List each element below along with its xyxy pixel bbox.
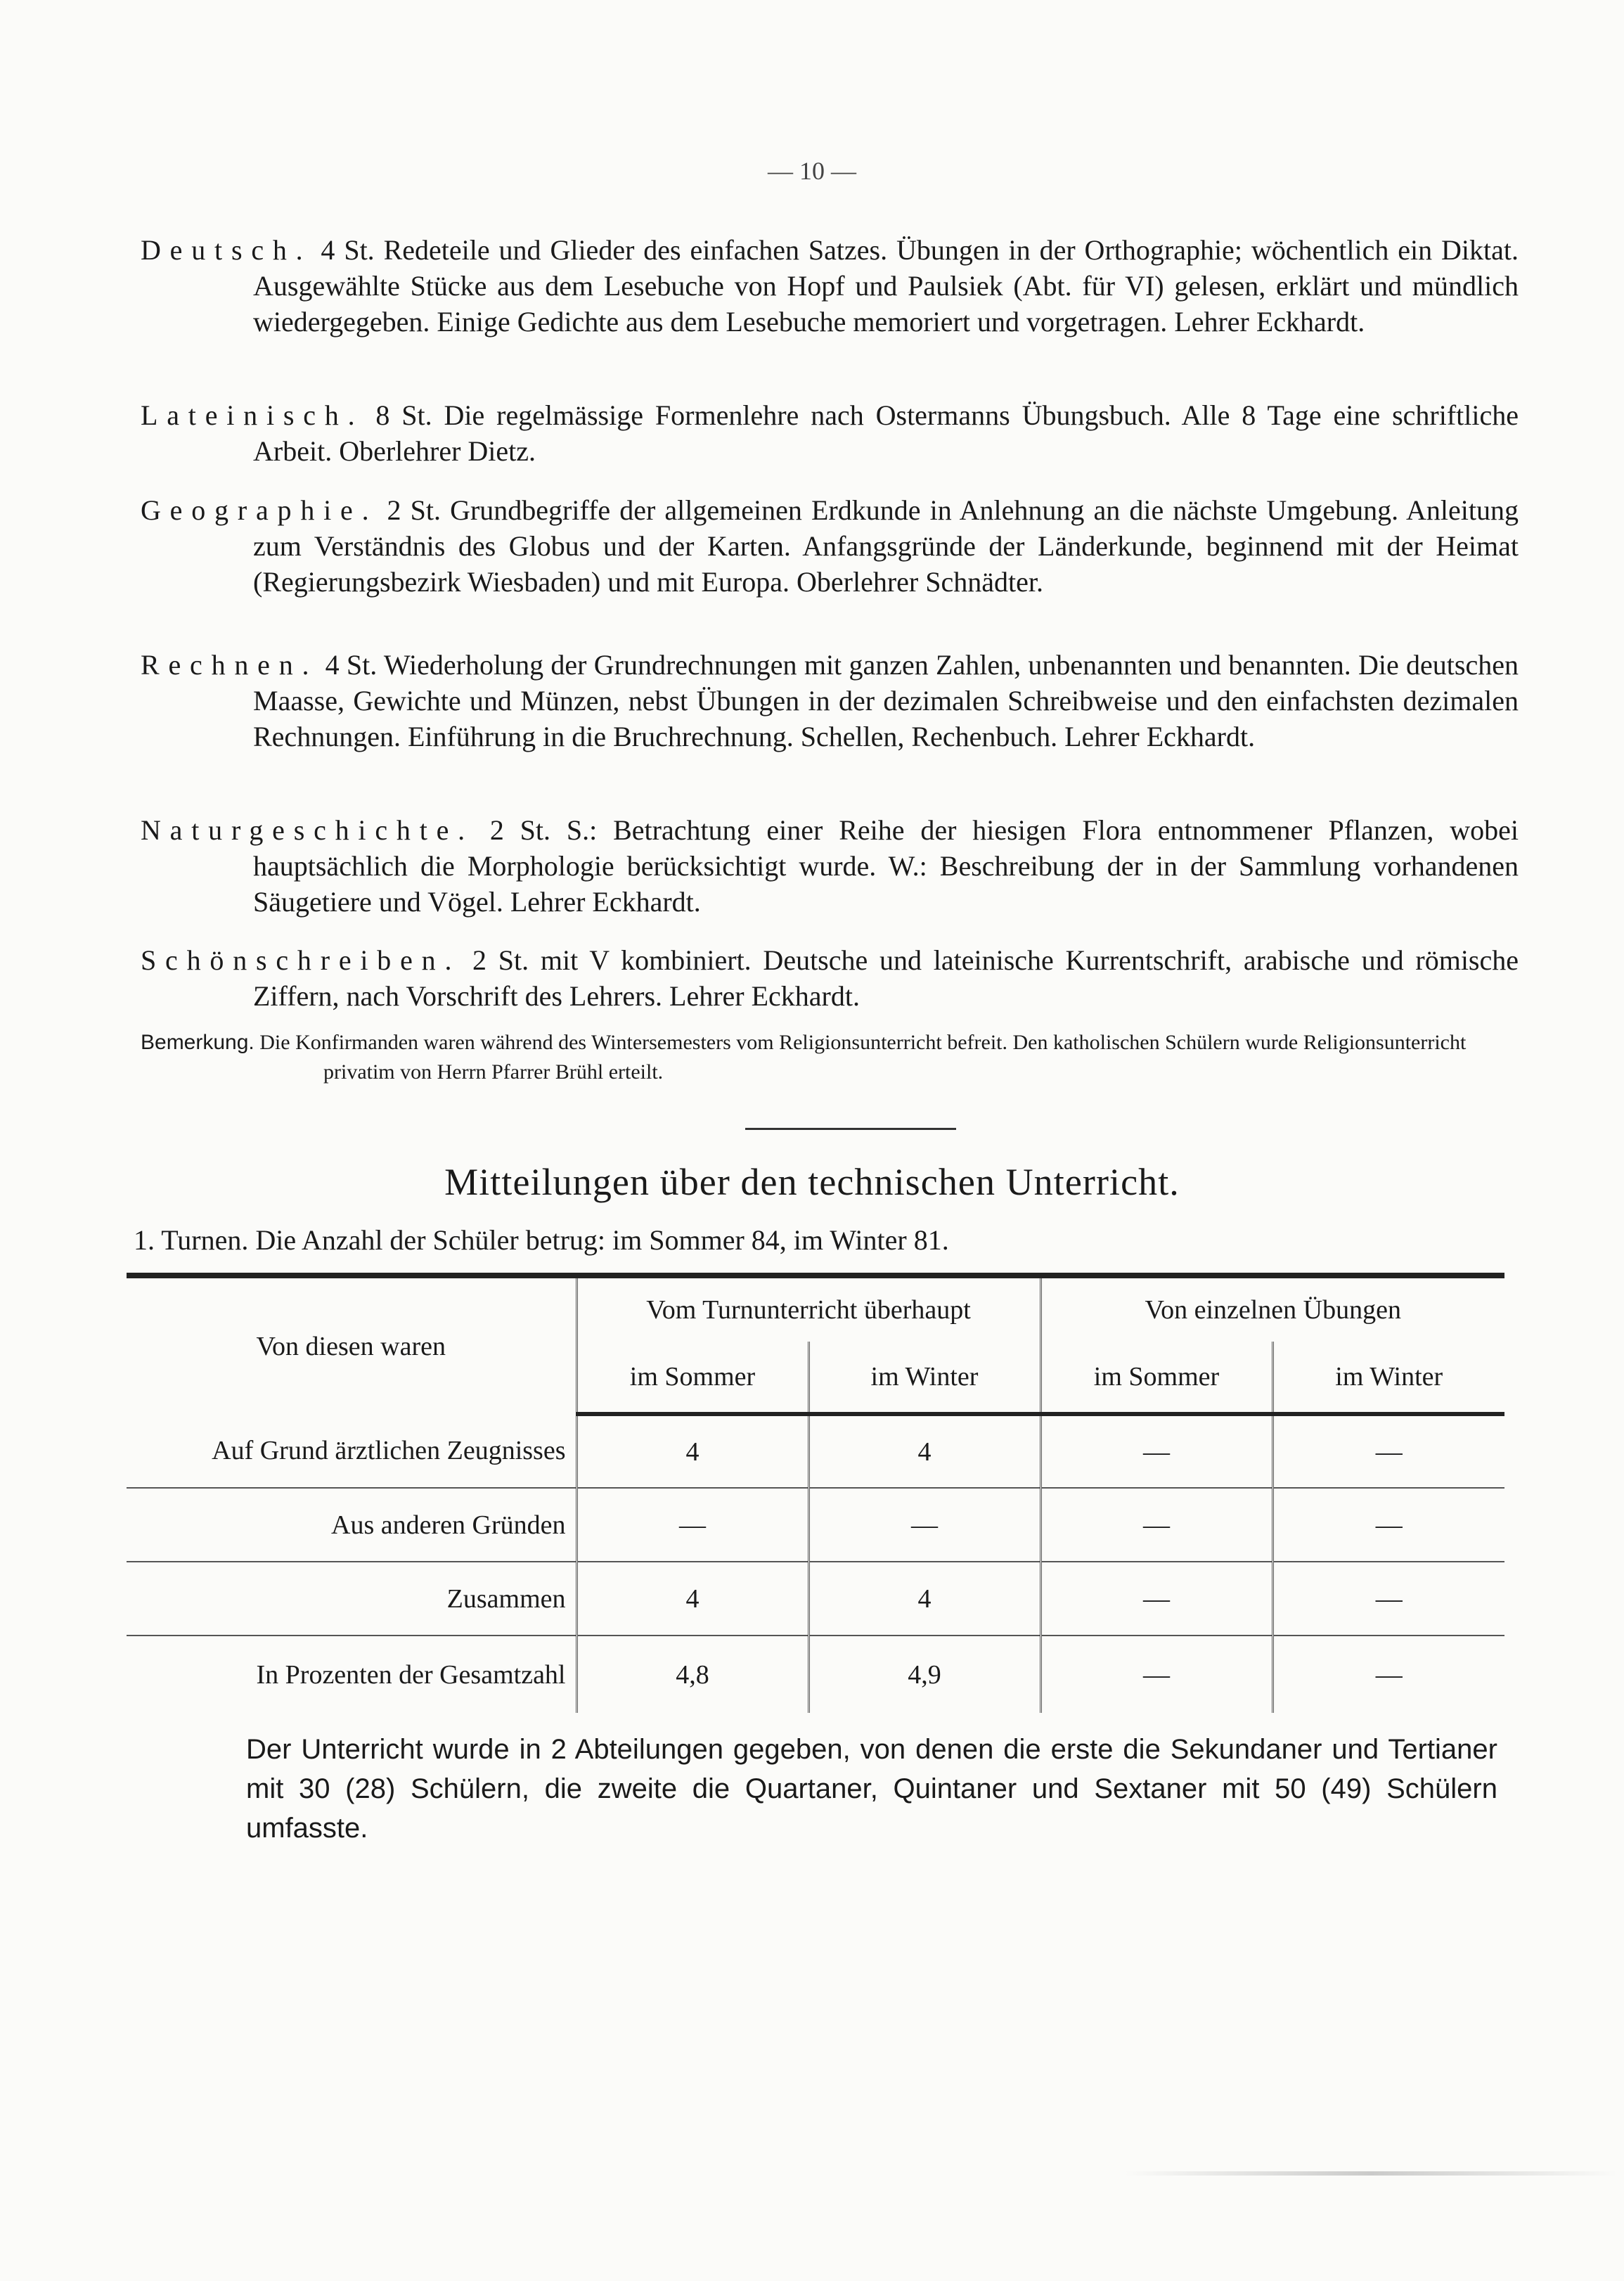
- table-cell: —: [1272, 1488, 1504, 1562]
- table-cell: —: [1040, 1414, 1272, 1488]
- table-cell: —: [1272, 1414, 1504, 1488]
- table-cell: —: [576, 1488, 808, 1562]
- subject-text: 4 St. Redeteile und Glieder des einfachen Satzes. Übungen in der Orthographie; wöchentlich ein Diktat. Ausgewählte Stücke aus dem Lesebuche von Hopf und Paulsiek (Abt. für VI) gelesen, erklärt und mündlich wiedergegeben. Einige Gedichte aus dem Lesebuche memoriert und vorgetragen. Lehrer Eckhardt.: [253, 234, 1519, 338]
- table-subheader: im Winter: [808, 1342, 1040, 1414]
- subject-name: Deutsch.: [141, 234, 312, 266]
- subject-geographie: [141, 492, 1519, 600]
- table-group-header: Vom Turnunterricht überhaupt: [576, 1276, 1040, 1342]
- turnen-intro: 1. Turnen. Die Anzahl der Schüler betrug: im Sommer 84, im Winter 81.: [134, 1224, 949, 1256]
- subject-deutsch: [141, 232, 1519, 340]
- table-cell: —: [1272, 1562, 1504, 1636]
- subject-name: Geographie.: [141, 494, 378, 526]
- remark-text: Die Konfirmanden waren während des Wintersemesters vom Religionsunterricht befreit. Den katholischen Schülern wurde Religionsunterricht privatim von Herrn Pfarrer Brühl erteilt.: [259, 1031, 1467, 1084]
- subject-rechnen: [141, 647, 1519, 754]
- row-label: Auf Grund ärztlichen Zeugnisses: [127, 1414, 576, 1488]
- page-number: — 10 —: [768, 157, 856, 185]
- table-cell: 4: [808, 1562, 1040, 1636]
- subject-name: Naturgeschichte.: [141, 814, 474, 846]
- table-cell: 4,9: [808, 1636, 1040, 1713]
- remark: [141, 1028, 1519, 1087]
- table-cell: 4: [576, 1414, 808, 1488]
- table-row: [127, 1488, 1504, 1562]
- table-cell: 4: [808, 1414, 1040, 1488]
- table-cell: —: [1040, 1562, 1272, 1636]
- table-row: [127, 1562, 1504, 1636]
- table-subheader: im Sommer: [1040, 1342, 1272, 1414]
- subject-text: 2 St. S.: Betrachtung einer Reihe der hiesigen Flora entnommener Pflanzen, wobei hauptsächlich die Morphologie berücksichtigt wurde. W.: Beschreibung der in der Sammlung vorhandenen Säugetiere und Vögel. Lehrer Eckhardt.: [253, 814, 1519, 918]
- subject-schoenschreiben: [141, 942, 1519, 1014]
- table-cell: —: [1272, 1636, 1504, 1713]
- table-corner-header: Von diesen waren: [127, 1276, 576, 1414]
- table-cell: —: [1040, 1636, 1272, 1713]
- subject-naturgeschichte: [141, 812, 1519, 920]
- table-cell: —: [1040, 1488, 1272, 1562]
- subject-name: Lateinisch.: [141, 399, 364, 431]
- subject-lateinisch: [141, 397, 1519, 469]
- subject-text: 8 St. Die regelmässige Formenlehre nach Ostermanns Übungsbuch. Alle 8 Tage eine schriftliche Arbeit. Oberlehrer Dietz.: [253, 399, 1519, 467]
- table-group-header: Von einzelnen Übungen: [1040, 1276, 1504, 1342]
- scan-artifact: [1125, 2171, 1617, 2176]
- remark-label: Bemerkung.: [141, 1031, 254, 1054]
- subject-text: 4 St. Wiederholung der Grundrechnungen mit ganzen Zahlen, unbenannten und benannten. Die deutschen Maasse, Gewichte und Münzen, nebst Übungen in der dezimalen Schreibweise und den einfachsten dezimalen Rechnungen. Einführung in die Bruchrechnung. Schellen, Rechenbuch. Lehrer Eckhardt.: [253, 649, 1519, 752]
- section-heading: Mitteilungen über den technischen Unterricht.: [444, 1161, 1180, 1203]
- section-divider: [745, 1128, 956, 1130]
- table-cell: —: [808, 1488, 1040, 1562]
- subject-text: 2 St. Grundbegriffe der allgemeinen Erdkunde in Anlehnung an die nächste Umgebung. Anleitung zum Verständnis des Globus und der Karten. Anfangsgründe der Länderkunde, beginnend mit der Heimat (Regierungsbezirk Wiesbaden) und mit Europa. Oberlehrer Schnädter.: [253, 494, 1519, 598]
- row-label: Zusammen: [127, 1562, 576, 1636]
- turnen-table: [127, 1273, 1504, 1713]
- table-subheader: im Winter: [1272, 1342, 1504, 1414]
- table-cell: 4: [576, 1562, 808, 1636]
- table-subheader: im Sommer: [576, 1342, 808, 1414]
- row-label: In Prozenten der Gesamtzahl: [256, 1659, 566, 1690]
- table-row: [127, 1414, 1504, 1488]
- table-cell: 4,8: [576, 1636, 808, 1713]
- subject-name: Schönschreiben.: [141, 944, 461, 976]
- subject-text: 2 St. mit V kombiniert. Deutsche und lateinische Kurrentschrift, arabische und römische Ziffern, nach Vorschrift des Lehrers. Lehrer Eckhardt.: [253, 944, 1519, 1012]
- footer-paragraph: [246, 1730, 1497, 1848]
- table-row: [127, 1636, 1504, 1713]
- footer-text: Der Unterricht wurde in 2 Abteilungen gegeben, von denen die erste die Sekundaner und Tertianer mit 30 (28) Schülern, die zweite die Quartaner, Quintaner und Sextaner mit 50 (49) Schülern umfasste.: [246, 1734, 1497, 1844]
- row-label: Aus anderen Gründen: [127, 1488, 576, 1562]
- subject-name: Rechnen.: [141, 649, 318, 681]
